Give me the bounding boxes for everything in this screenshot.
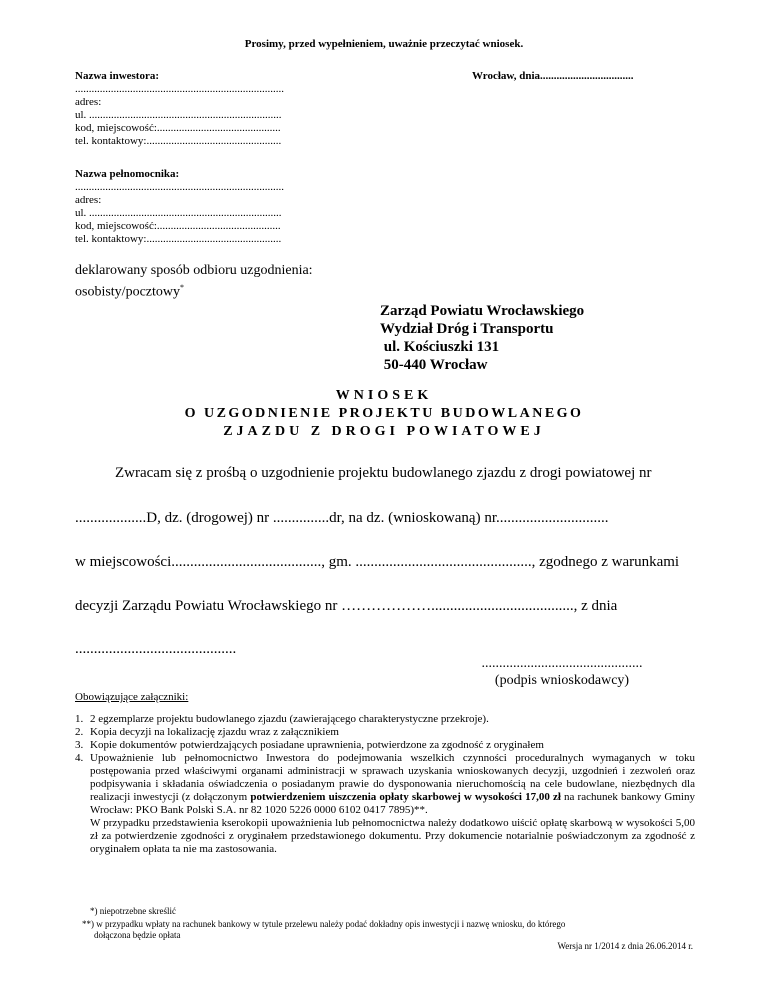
version-note: Wersja nr 1/2014 z dnia 26.06.2014 r. <box>557 941 693 951</box>
attorney-name-field[interactable]: ............................................................................ <box>75 181 284 193</box>
title-line2: O UZGODNIENIE PROJEKTU BUDOWLANEGO <box>184 406 584 421</box>
investor-street-field[interactable]: ul. ...................................................................... <box>75 109 282 121</box>
delivery-method <box>75 262 313 301</box>
investor-address-label: adres: <box>75 96 102 108</box>
attachment-item: 3. Kopie dokumentów potwierdzających posiadane uprawnienia, potwierdzone za zgodność z oryginałem <box>75 739 544 751</box>
attachments-list <box>75 713 695 856</box>
attachments-heading: Obowiązujące załączniki: <box>75 691 189 703</box>
investor-block <box>75 70 335 148</box>
body-line1: Zwracam się z prośbą o uzgodnienie projektu budowlanego zjazdu z drogi powiatowej nr <box>115 465 652 481</box>
footnote-1: *) niepotrzebne skreślić <box>90 906 176 916</box>
recipient-address <box>380 302 584 374</box>
delivery-label: deklarowany sposób odbioru uzgodnienia: <box>75 263 313 278</box>
recipient-line3: ul. Kościuszki 131 <box>380 339 500 355</box>
investor-label: Nazwa inwestora: <box>75 70 160 82</box>
recipient-line2: Wydział Dróg i Transportu <box>380 321 554 337</box>
delivery-options[interactable]: osobisty/pocztowy* <box>75 283 184 300</box>
attachment-item: 4. Upoważnienie lub pełnomocnictwo Inwestora do podejmowania wszelkich czynności proceduralnych wymaganych w toku postępowania przed właściwymi organami administracji w sprawach uzyskania wnioskowanych decyzji, uzgodnień i zezwoleń oraz podpisywania i składania oświadczenia o posiadanym prawie do dysponowania nieruchomością na cele budowlane, niezbędnych dla realizacji inwestycji (z dołączonym potwierdzeniem uiszczenia opłaty skarbowej w wysokości 17,00 zł na rachunek bankowy Gminy Wrocław: PKO Bank Polski S.A. nr 82 1020 5226 0000 6102 0417 7895)**. W przypadku przedstawienia kserokopii upoważnienia lub pełnomocnictwa należy dodatkowo uiścić opłatę skarbową w wysokości 5,00 zł za potwierdzenie zgodności z oryginałem przedstawionego dokumentu. Przy dokumencie notarialnie poświadczonym za zgodność z oryginałem opłata ta nie ma zastosowania. <box>75 752 695 855</box>
recipient-line4: 50-440 Wrocław <box>380 357 488 373</box>
document-title <box>0 387 768 441</box>
body-line5[interactable]: ........................................... <box>75 641 237 657</box>
attorney-phone-field[interactable]: tel. kontaktowy:................................................. <box>75 233 282 245</box>
attorney-street-field[interactable]: ul. ...................................................................... <box>75 207 282 219</box>
investor-phone-field[interactable]: tel. kontaktowy:................................................. <box>75 135 282 147</box>
body-line2[interactable]: ...................D, dz. (drogowej) nr ...............dr, na dz. (wnioskowaną) nr.............................. <box>75 510 609 526</box>
body-line3[interactable]: w miejscowości........................................, gm. ..............................................., zgodnego z warunkami <box>75 554 680 570</box>
attorney-address-label: adres: <box>75 194 102 206</box>
attorney-postal-field[interactable]: kod, miejscowość:............................................. <box>75 220 281 232</box>
header-note: Prosimy, przed wypełnieniem, uważnie przeczytać wniosek. <box>244 38 524 50</box>
body-line4[interactable]: decyzji Zarządu Powiatu Wrocławskiego nr ………………......................................, z dnia <box>75 598 618 614</box>
footnote-mark: * <box>180 283 184 292</box>
title-line1: WNIOSEK <box>335 388 433 403</box>
attachment-item: 1. 2 egzemplarze projektu budowlanego zjazdu (zawierającego charakterystyczne przekroje). <box>75 713 489 725</box>
recipient-line1: Zarząd Powiatu Wrocławskiego <box>380 303 585 319</box>
signature-field[interactable]: .............................................. <box>481 656 643 671</box>
place-date-field[interactable]: Wrocław, dnia.................................. <box>472 70 634 82</box>
signature-block <box>462 655 662 689</box>
footnote-2: **) w przypadku wpłaty na rachunek bankowy w tytule przelewu należy podać dokładny opis inwestycji i nazwę wniosku, do którego dołączona będzie opłata <box>82 919 566 940</box>
investor-postal-field[interactable]: kod, miejscowość:............................................. <box>75 122 281 134</box>
investor-name-field[interactable]: ............................................................................ <box>75 83 284 95</box>
attorney-block <box>75 168 335 246</box>
attorney-label: Nazwa pełnomocnika: <box>75 168 180 180</box>
signature-label: (podpis wnioskodawcy) <box>494 673 630 688</box>
attachment-item: 2. Kopia decyzji na lokalizację zjazdu wraz z załącznikiem <box>75 726 339 738</box>
title-line3: ZJAZDU Z DROGI POWIATOWEJ <box>223 424 545 439</box>
